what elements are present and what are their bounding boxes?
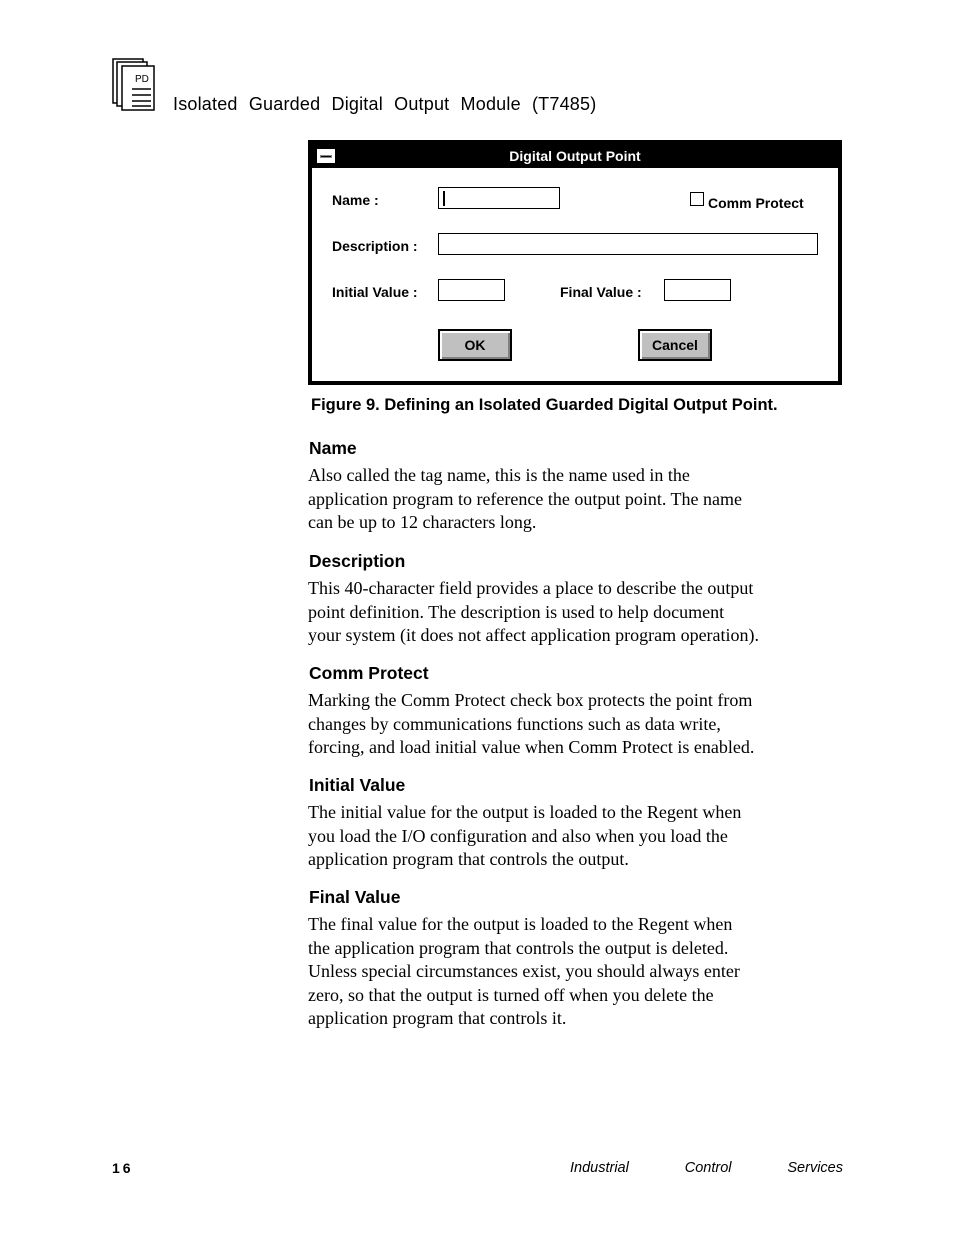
body-line: you load the I/O configuration and also when you load the <box>308 825 728 846</box>
final-value-label: Final Value : <box>560 284 642 300</box>
digital-output-point-dialog <box>308 140 842 385</box>
body-line: Unless special circumstances exist, you should always enter <box>308 961 740 981</box>
body-line: application program to reference the output point. The name <box>308 488 743 509</box>
name-input[interactable] <box>438 187 560 209</box>
section-heading-comm-protect: Comm Protect <box>309 663 429 683</box>
footer-company-name <box>570 1160 843 1176</box>
comm-protect-checkbox[interactable] <box>690 192 704 206</box>
body-line: zero, so that the output is turned off when you delete the <box>308 984 714 1005</box>
section-heading-description: Description <box>309 551 406 571</box>
body-line: Marking the Comm Protect check box protects the point from <box>308 690 753 710</box>
document-icon-label: PD <box>135 74 149 85</box>
section-body-initial-value <box>308 801 848 872</box>
text-cursor <box>443 191 445 206</box>
footer-word: Control <box>684 1160 732 1176</box>
dialog-titlebar <box>312 144 838 168</box>
page-number: 16 <box>112 1160 134 1176</box>
footer-word: Services <box>787 1160 843 1176</box>
description-input[interactable] <box>438 233 818 255</box>
section-heading-initial-value: Initial Value <box>309 775 406 795</box>
section-body-description <box>308 577 848 648</box>
description-label: Description : <box>332 238 418 254</box>
body-line: changes by communications functions such as data write, <box>308 713 721 734</box>
body-line: forcing, and load initial value when Comm Protect is enabled. <box>308 737 755 757</box>
cancel-button[interactable]: Cancel <box>638 329 712 361</box>
initial-value-label: Initial Value : <box>332 284 418 300</box>
body-line: application program that controls it. <box>308 1008 567 1028</box>
body-line: The final value for the output is loaded to the Regent when <box>308 914 733 934</box>
section-body-comm-protect <box>308 689 848 760</box>
section-heading-final-value: Final Value <box>309 887 401 907</box>
document-stack-icon <box>112 58 156 112</box>
body-line: The initial value for the output is loaded to the Regent when <box>308 802 742 822</box>
comm-protect-label: Comm Protect <box>708 195 804 211</box>
body-line: can be up to 12 characters long. <box>308 512 537 532</box>
footer-word: Industrial <box>570 1160 629 1176</box>
body-line: This 40-character field provides a place to describe the output <box>308 578 754 598</box>
name-label: Name : <box>332 192 379 208</box>
page-header-title: Isolated Guarded Digital Output Module (T7485) <box>173 94 597 114</box>
body-line: application program that controls the output. <box>308 849 629 869</box>
figure-caption: Figure 9. Defining an Isolated Guarded Digital Output Point. <box>311 396 778 414</box>
section-body-name <box>308 464 848 535</box>
final-value-input[interactable] <box>664 279 731 301</box>
ok-button[interactable]: OK <box>438 329 512 361</box>
body-line: your system (it does not affect application program operation). <box>308 625 760 645</box>
section-body-final-value <box>308 913 848 1031</box>
body-line: point definition. The description is used to help document <box>308 601 725 622</box>
initial-value-input[interactable] <box>438 279 505 301</box>
body-line: the application program that controls the output is deleted. <box>308 937 729 958</box>
body-line: Also called the tag name, this is the name used in the <box>308 465 690 485</box>
section-heading-name: Name <box>309 438 357 458</box>
dialog-title: Digital Output Point <box>509 148 641 164</box>
